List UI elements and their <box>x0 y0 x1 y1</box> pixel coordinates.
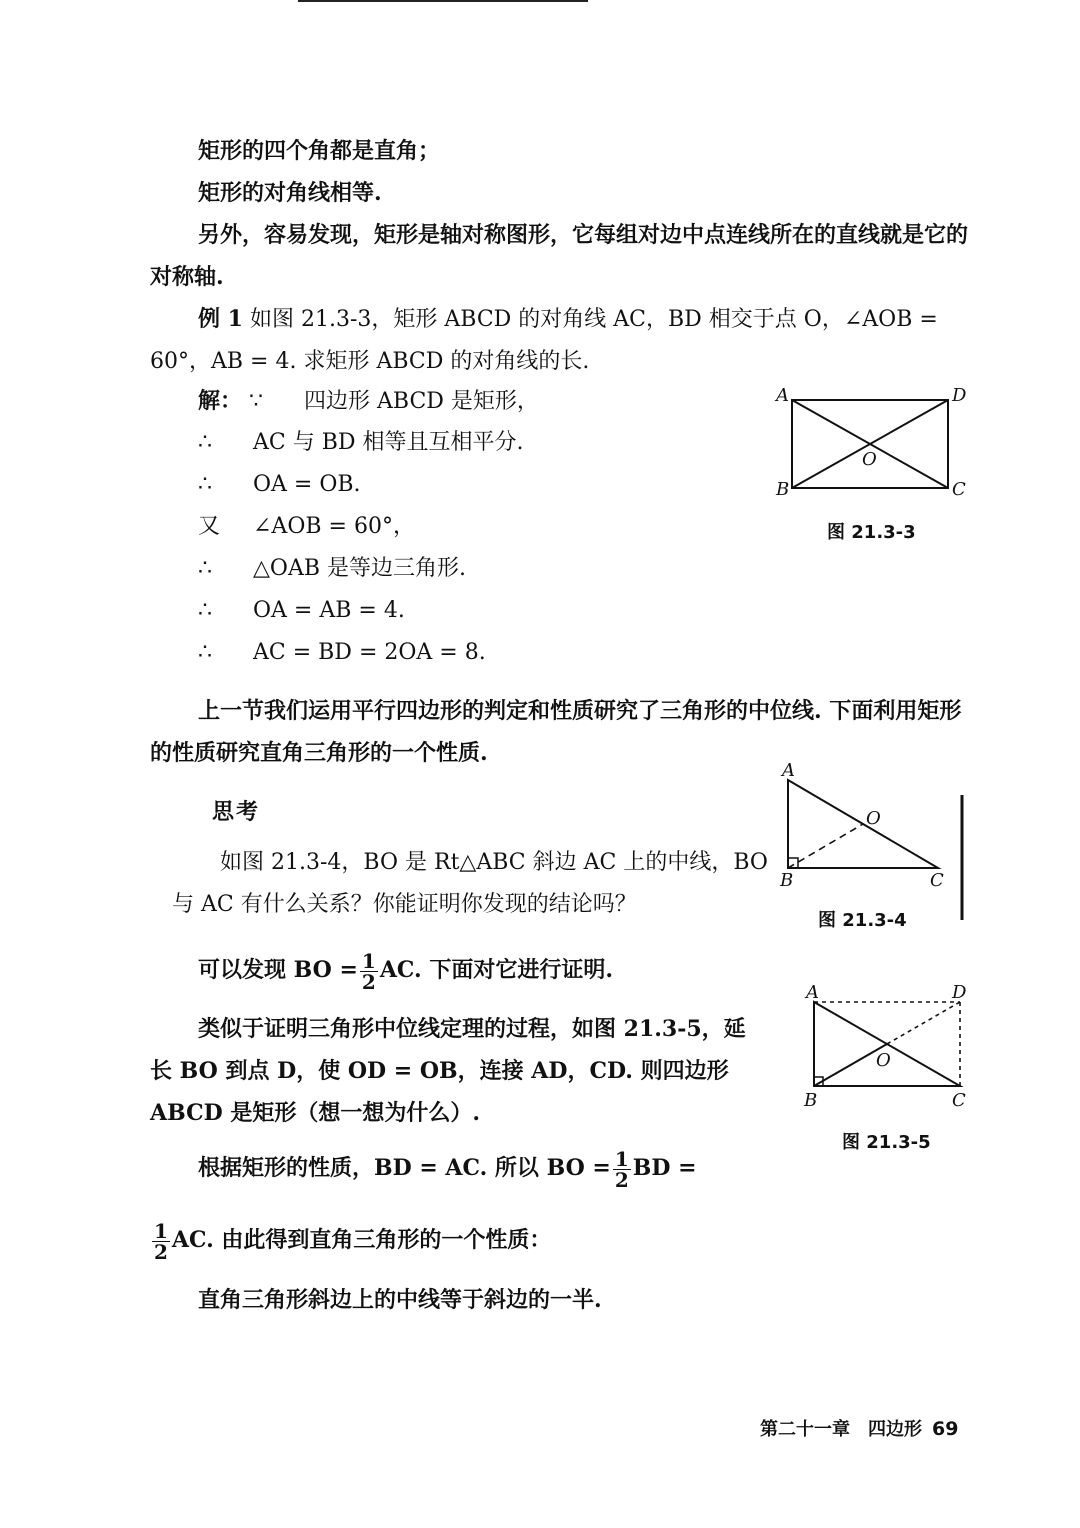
solution-steps <box>198 380 539 674</box>
conclusion-part-2: BD = <box>632 1155 697 1181</box>
fraction-denominator: 2 <box>614 1167 629 1192</box>
step-symbol: 又 <box>198 514 221 539</box>
transition-paragraph: 上一节我们运用平行四边形的判定和性质研究了三角形的中位线. 下面利用矩形的性质研究直角三角形的一个性质. <box>150 698 962 766</box>
solution-step <box>198 464 539 506</box>
label-b: B <box>804 1090 818 1111</box>
figure-caption: 图 21.3-5 <box>842 1132 931 1153</box>
fraction-numerator: 1 <box>361 948 376 973</box>
fraction-denominator: 2 <box>154 1239 168 1264</box>
step-symbol: ∴ <box>198 598 212 623</box>
discovery-before: 可以发现 BO = <box>198 957 358 983</box>
example-text: 如图 21.3-3，矩形 ABCD 的对角线 AC，BD 相交于点 O，∠AOB = 60°，AB = 4. 求矩形 ABCD 的对角线的长. <box>150 307 938 374</box>
step-text: AC 与 BD 相等且互相平分. <box>253 430 524 455</box>
page-footer <box>760 1415 958 1441</box>
page-number: 69 <box>932 1418 959 1440</box>
example-1 <box>150 298 968 383</box>
step-text: 四边形 ABCD 是矩形， <box>304 389 539 414</box>
step-text: AC = BD = 2OA = 8. <box>253 640 486 665</box>
label-o: O <box>866 808 881 829</box>
theorem-statement: 直角三角形斜边上的中线等于斜边的一半. <box>198 1287 602 1313</box>
label-d: D <box>952 385 967 406</box>
label-c: C <box>952 1090 966 1111</box>
solution-step <box>198 590 539 632</box>
chapter-title: 第二十一章 四边形 <box>760 1419 922 1440</box>
step-symbol: ∴ <box>198 430 212 455</box>
fraction-half <box>152 1218 170 1264</box>
label-a: A <box>806 982 819 1003</box>
solution-step <box>198 506 539 548</box>
top-rule <box>298 0 588 2</box>
solution-step <box>198 548 539 590</box>
label-a: A <box>776 385 789 406</box>
solution-step <box>198 422 539 464</box>
solution-label: 解： <box>198 388 243 414</box>
solution-step <box>198 632 539 674</box>
label-a: A <box>782 760 795 781</box>
step-symbol: ∴ <box>198 556 212 581</box>
label-c: C <box>930 870 944 891</box>
fraction-numerator: 1 <box>614 1146 629 1171</box>
median-bo <box>788 824 863 868</box>
step-text: ∠AOB = 60°， <box>253 514 415 539</box>
label-b: B <box>776 479 790 500</box>
fraction-numerator: 1 <box>154 1218 168 1243</box>
symmetry-paragraph: 另外，容易发现，矩形是轴对称图形，它每组对边中点连线所在的直线就是它的对称轴. <box>150 222 969 290</box>
think-question: 如图 21.3-4，BO 是 Rt△ABC 斜边 AC 上的中线，BO 与 AC 有什么关系？你能证明你发现的结论吗？ <box>172 850 768 917</box>
fraction-half <box>360 948 378 994</box>
conclusion-part-1: 根据矩形的性质，BD = AC. 所以 BO = <box>198 1155 611 1181</box>
fraction-half <box>613 1146 631 1192</box>
figure-caption: 图 21.3-4 <box>818 910 907 931</box>
fraction-denominator: 2 <box>361 969 376 994</box>
label-o: O <box>876 1050 891 1071</box>
property-line-2: 矩形的对角线相等. <box>198 180 382 206</box>
label-d: D <box>952 982 967 1003</box>
figure-rectangle-construction <box>800 982 980 1112</box>
solution-step <box>198 380 539 422</box>
discovery-after: AC. 下面对它进行证明. <box>379 957 614 983</box>
dotted-od <box>887 1002 960 1044</box>
figure-caption: 图 21.3-3 <box>827 522 916 543</box>
step-text: △OAB 是等边三角形. <box>253 556 466 581</box>
property-line-1: 矩形的四个角都是直角； <box>198 138 441 164</box>
conclusion-line-1 <box>198 1142 697 1194</box>
step-symbol: ∴ <box>198 472 212 497</box>
conclusion-part-3: AC. 由此得到直角三角形的一个性质： <box>171 1227 552 1253</box>
example-label: 例 1 <box>198 306 243 332</box>
label-o: O <box>862 449 877 470</box>
think-title: 思考 <box>212 799 261 825</box>
label-b: B <box>780 870 794 891</box>
step-text: OA = OB. <box>253 472 361 497</box>
step-symbol: ∵ <box>249 389 264 414</box>
proof-paragraph: 类似于证明三角形中位线定理的过程，如图 21.3-5，延长 BO 到点 D，使 OD = OB，连接 AD，CD. 则四边形 ABCD 是矩形（想一想为什么）. <box>150 1016 746 1126</box>
figure-rectangle <box>772 385 972 505</box>
discovery-line <box>198 946 613 994</box>
label-c: C <box>952 479 966 500</box>
conclusion-line-2 <box>150 1214 551 1266</box>
step-symbol: ∴ <box>198 640 212 665</box>
step-text: OA = AB = 4. <box>253 598 405 623</box>
